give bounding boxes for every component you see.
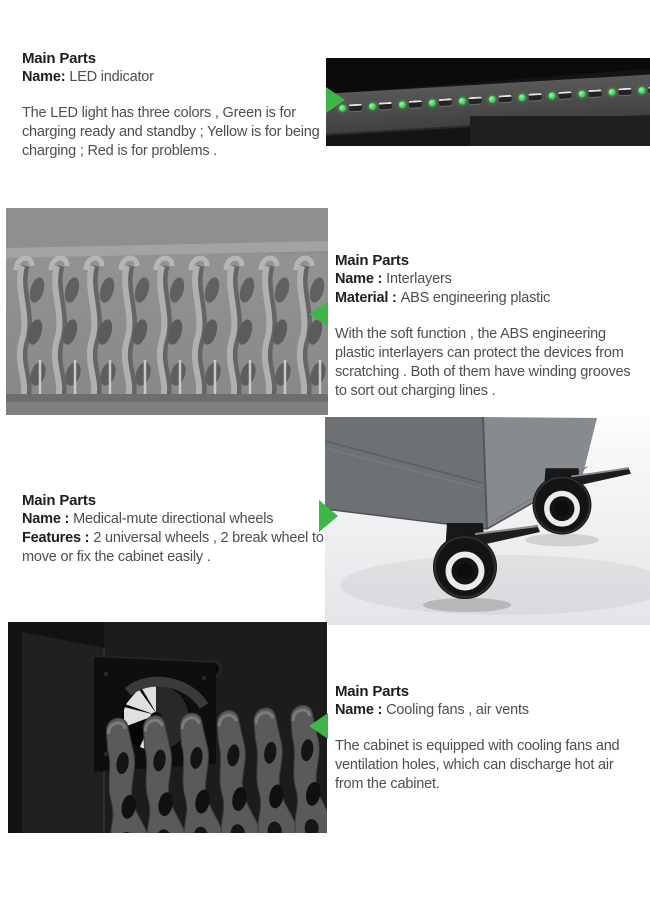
charging-slot xyxy=(618,88,631,96)
led-pair xyxy=(638,86,650,94)
led-pair xyxy=(489,95,512,103)
field-value: Medical-mute directional wheels xyxy=(73,511,274,527)
field-name xyxy=(335,701,643,720)
led-dot-icon xyxy=(369,103,376,110)
green-arrow-icon xyxy=(309,713,328,739)
field-label: Name: xyxy=(22,69,66,85)
charging-slot xyxy=(349,104,362,112)
led-pair xyxy=(429,98,452,106)
section-cooling-text xyxy=(335,682,643,794)
cooling-fan-illustration xyxy=(8,622,327,833)
wheels-illustration xyxy=(325,417,650,625)
field-label: Name : xyxy=(335,702,383,718)
section-led-indicator-text xyxy=(22,49,330,161)
led-pair xyxy=(518,93,541,101)
field-value: ABS engineering plastic xyxy=(400,290,551,306)
section-interlayers-text xyxy=(335,251,643,401)
led-pair xyxy=(578,89,601,97)
led-dot-icon xyxy=(578,90,585,97)
field-features xyxy=(22,529,336,567)
led-indicator-photo xyxy=(326,58,650,146)
field-name xyxy=(335,270,643,289)
led-dot-icon xyxy=(489,96,496,103)
green-arrow-icon xyxy=(309,301,328,327)
led-dot-icon xyxy=(459,97,466,104)
charging-slot xyxy=(379,102,392,110)
field-name xyxy=(22,510,336,529)
description-text: With the soft function , the ABS engineering plastic interlayers can protect the devices from scratching . Both of them have winding grooves to sort out charging lines . xyxy=(335,326,631,399)
cooling-fan-photo xyxy=(8,622,327,833)
field-value: 2 universal wheels , 2 break wheel to move or fix the cabinet easily . xyxy=(22,530,324,565)
main-parts-heading: Main Parts xyxy=(22,492,96,509)
panel-texture-shape xyxy=(470,116,650,146)
description-text: The LED light has three colors , Green is for charging ready and standby ; Yellow is for being charging ; Red is for problems . xyxy=(22,105,320,159)
field-label: Features : xyxy=(22,530,90,546)
field-value: LED indicator xyxy=(69,69,154,85)
led-pair xyxy=(548,91,571,99)
led-dot-icon xyxy=(429,99,436,106)
wheels-photo xyxy=(325,417,650,625)
field-name xyxy=(22,68,330,87)
led-dot-icon xyxy=(399,101,406,108)
field-label: Material : xyxy=(335,290,397,306)
charging-slot xyxy=(409,100,422,108)
charging-slot xyxy=(469,97,482,105)
field-material xyxy=(335,289,643,308)
charging-slot xyxy=(499,95,512,103)
main-parts-heading: Main Parts xyxy=(335,252,409,269)
field-label: Name : xyxy=(335,271,383,287)
led-dot-icon xyxy=(608,89,615,96)
led-dot-icon xyxy=(548,92,555,99)
led-pair xyxy=(608,88,631,96)
green-arrow-icon xyxy=(319,500,338,532)
charging-slot xyxy=(528,93,541,101)
led-dot-icon xyxy=(518,94,525,101)
charging-slot xyxy=(439,98,452,106)
charging-slot xyxy=(588,89,601,97)
led-pair xyxy=(459,97,482,105)
led-pair xyxy=(399,100,422,108)
interlayers-illustration xyxy=(6,208,328,415)
field-label: Name : xyxy=(22,511,70,527)
green-arrow-icon xyxy=(326,87,345,113)
description-text: The cabinet is equipped with cooling fans and ventilation holes, which can discharge hot air from the cabinet. xyxy=(335,738,620,792)
led-dot-icon xyxy=(638,87,645,94)
main-parts-heading: Main Parts xyxy=(22,50,96,67)
charging-slot xyxy=(558,91,571,99)
field-value: Interlayers xyxy=(386,271,452,287)
led-pair xyxy=(369,102,392,110)
main-parts-heading: Main Parts xyxy=(335,683,409,700)
section-wheels-text xyxy=(22,491,336,567)
field-value: Cooling fans , air vents xyxy=(386,702,529,718)
interlayers-photo xyxy=(6,208,328,415)
